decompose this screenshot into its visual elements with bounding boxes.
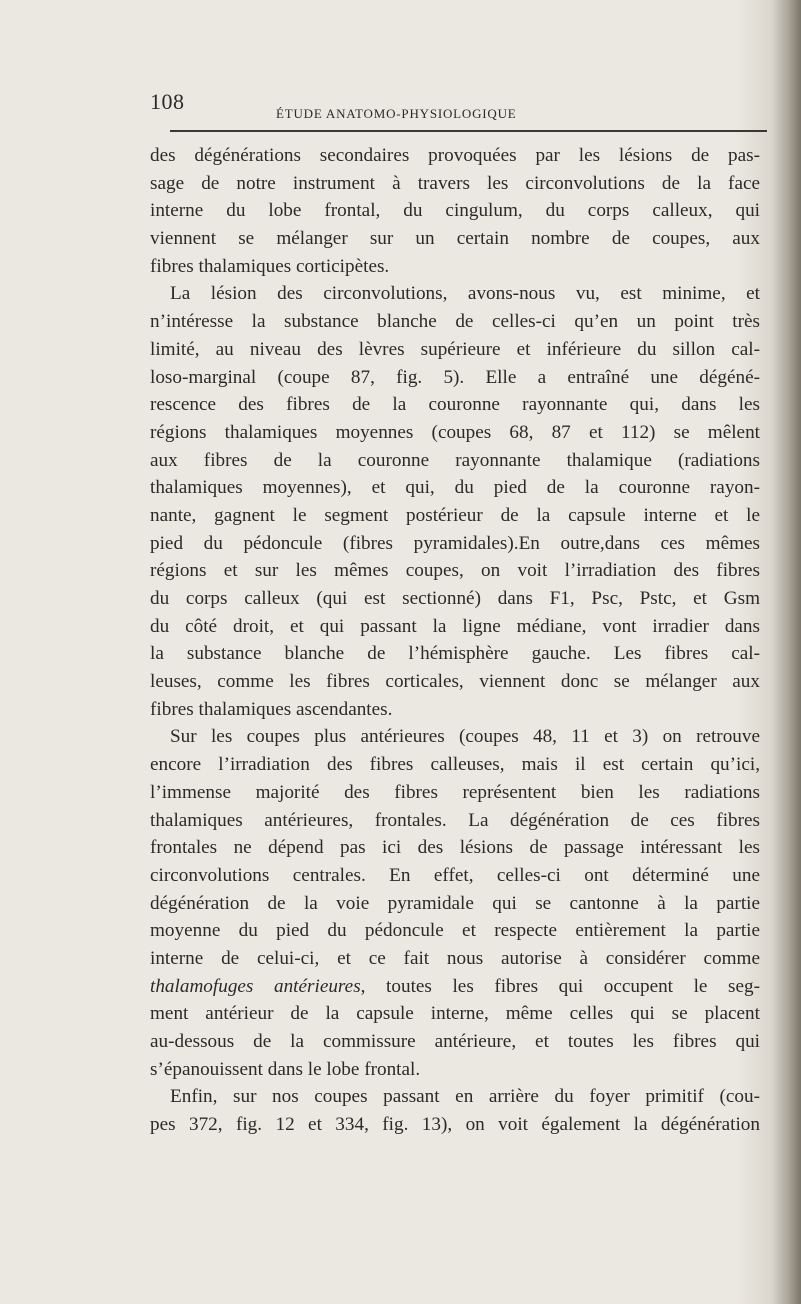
text-line: viennent se mélanger sur un certain nombre de coupes, aux	[150, 228, 760, 250]
body-text	[150, 142, 760, 1139]
text-line: l’immense majorité des fibres représentent bien les radiations	[150, 781, 760, 803]
text-line: thalamiques antérieures, frontales. La dégénération de ces fibres	[150, 809, 760, 831]
text-line: dégénération de la voie pyramidale qui se cantonne à la partie	[150, 892, 760, 914]
text-line: circonvolutions centrales. En effet, celles-ci ont déterminé une	[150, 864, 760, 886]
text-line: pied du pédoncule (fibres pyramidales).En outre,dans ces mêmes	[150, 532, 760, 554]
text-line: thalamiques moyennes), et qui, du pied de la couronne rayon-	[150, 477, 760, 499]
text-line: la substance blanche de l’hémisphère gauche. Les fibres cal-	[150, 643, 760, 665]
text-line: régions thalamiques moyennes (coupes 68, 87 et 112) se mêlent	[150, 421, 760, 443]
text-line: du côté droit, et qui passant la ligne médiane, vont irradier dans	[150, 615, 760, 637]
text-line: s’épanouissent dans le lobe frontal.	[150, 1058, 421, 1080]
text-line: encore l’irradiation des fibres calleuses, mais il est certain qu’ici,	[150, 754, 760, 776]
text-line: pes 372, fig. 12 et 334, fig. 13), on voit également la dégénération	[150, 1114, 760, 1136]
text-line: sage de notre instrument à travers les circonvolutions de la face	[150, 172, 760, 194]
text-line: des dégénérations secondaires provoquées par les lésions de pas-	[150, 145, 760, 166]
text-line: frontales ne dépend pas ici des lésions de passage intéressant les	[150, 837, 760, 859]
text-line: La lésion des circonvolutions, avons-nous vu, est minime, et	[170, 283, 760, 305]
text-line: régions et sur les mêmes coupes, on voit l’irradiation des fibres	[150, 560, 760, 582]
text-line: nante, gagnent le segment postérieur de la capsule interne et le	[150, 504, 760, 526]
text-line: fibres thalamiques corticipètes.	[150, 255, 390, 277]
text-line: moyenne du pied du pédoncule et respecte entièrement la partie	[150, 920, 760, 942]
text-line: fibres thalamiques ascendantes.	[150, 698, 393, 720]
text-line: ment antérieur de la capsule interne, même celles qui se placent	[150, 1003, 760, 1025]
text-line: loso-marginal (coupe 87, fig. 5). Elle a entraîné une dégéné-	[150, 366, 760, 388]
header-rule	[170, 130, 767, 132]
text-line: n’intéresse la substance blanche de celles-ci qu’en un point très	[150, 311, 760, 333]
text-line: rescence des fibres de la couronne rayonnante qui, dans les	[150, 394, 760, 416]
italic-term: thalamofuges antérieures	[150, 975, 361, 997]
text-line: du corps calleux (qui est sectionné) dans F1, Psc, Pstc, et Gsm	[150, 588, 760, 609]
running-head: ÉTUDE ANATOMO-PHYSIOLOGIQUE	[276, 106, 517, 121]
text-line-rest: , toutes les fibres qui occupent le seg-	[360, 975, 761, 997]
text-line: Enfin, sur nos coupes passant en arrière du foyer primitif (cou-	[170, 1086, 760, 1108]
page-number: 108	[150, 89, 185, 114]
page-edge-shadow	[773, 0, 801, 1304]
text-line: Sur les coupes plus antérieures (coupes 48, 11 et 3) on retrouve	[170, 726, 760, 748]
text-line: leuses, comme les fibres corticales, viennent donc se mélanger aux	[150, 671, 760, 693]
text-line: aux fibres de la couronne rayonnante thalamique (radiations	[150, 449, 760, 471]
text-line: interne du lobe frontal, du cingulum, du corps calleux, qui	[150, 200, 760, 222]
text-line: limité, au niveau des lèvres supérieure et inférieure du sillon cal-	[150, 338, 760, 360]
text-line: interne de celui-ci, et ce fait nous autorise à considérer comme	[150, 947, 760, 969]
text-line-italic-start	[150, 973, 760, 1001]
text-line: au-dessous de la commissure antérieure, et toutes les fibres qui	[150, 1031, 760, 1052]
